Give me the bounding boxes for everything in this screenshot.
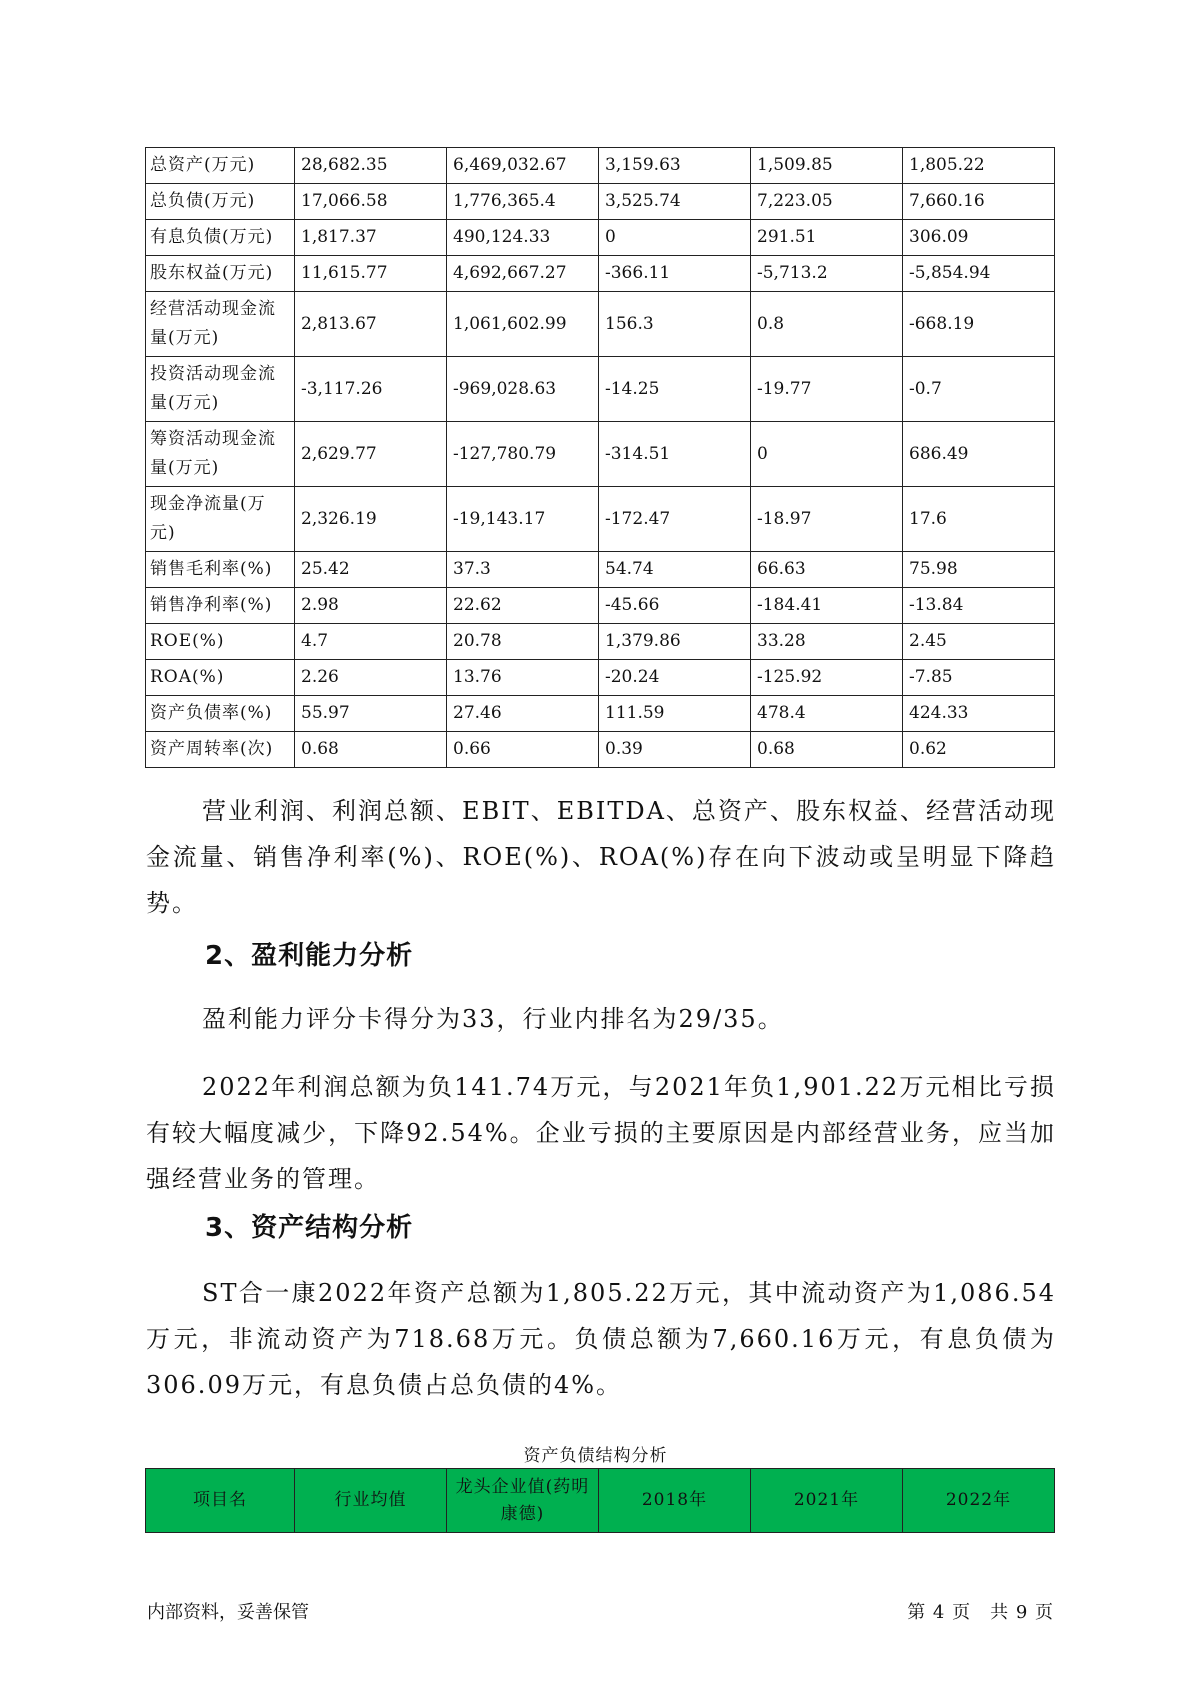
table-cell: -18.97 xyxy=(751,487,903,552)
footer-page-number: 第 4 页 共 9 页 xyxy=(907,1602,1054,1623)
table-cell: 28,682.35 xyxy=(295,148,447,184)
table-cell: 1,817.37 xyxy=(295,220,447,256)
table-cell: 291.51 xyxy=(751,220,903,256)
table-cell: -668.19 xyxy=(903,292,1055,357)
row-label: ROA(%) xyxy=(146,660,295,696)
table-row xyxy=(146,732,1055,768)
table-cell: 156.3 xyxy=(599,292,751,357)
asset-liability-structure-table xyxy=(145,1468,1055,1533)
profit-paragraph: 2022年利润总额为负141.74万元，与2021年负1,901.22万元相比亏损有较大幅度减少，下降92.54%。企业亏损的主要原因是内部经营业务，应当加强经营业务的管理。 xyxy=(146,1073,1056,1193)
table-cell: 7,660.16 xyxy=(903,184,1055,220)
structure-table-caption: 资产负债结构分析 xyxy=(523,1446,668,1466)
table-cell: 27.46 xyxy=(447,696,599,732)
table-cell: 75.98 xyxy=(903,552,1055,588)
table-cell: 0.62 xyxy=(903,732,1055,768)
row-label: 投资活动现金流量(万元) xyxy=(146,357,295,422)
table-cell: -127,780.79 xyxy=(447,422,599,487)
table-cell: -45.66 xyxy=(599,588,751,624)
table-cell: 20.78 xyxy=(447,624,599,660)
table-cell: -969,028.63 xyxy=(447,357,599,422)
row-label: 总资产(万元) xyxy=(146,148,295,184)
table-cell: 17,066.58 xyxy=(295,184,447,220)
table-row xyxy=(146,624,1055,660)
table-cell: 686.49 xyxy=(903,422,1055,487)
table-cell: -20.24 xyxy=(599,660,751,696)
table-cell: 0.68 xyxy=(295,732,447,768)
table-cell: -19,143.17 xyxy=(447,487,599,552)
table-cell: 0.8 xyxy=(751,292,903,357)
table-row xyxy=(146,184,1055,220)
header-item-name: 项目名 xyxy=(146,1469,295,1533)
table-cell: 2.45 xyxy=(903,624,1055,660)
section3-heading: 3、资产结构分析 xyxy=(205,1213,414,1243)
row-label: 资产周转率(次) xyxy=(146,732,295,768)
table-cell: 2,629.77 xyxy=(295,422,447,487)
table-cell: -5,854.94 xyxy=(903,256,1055,292)
table-cell: 2.26 xyxy=(295,660,447,696)
table-cell: 306.09 xyxy=(903,220,1055,256)
table-cell: 3,525.74 xyxy=(599,184,751,220)
footer-confidential-note: 内部资料，妥善保管 xyxy=(147,1602,309,1623)
table-cell: 1,509.85 xyxy=(751,148,903,184)
table-cell: 0 xyxy=(751,422,903,487)
table-cell: 2,813.67 xyxy=(295,292,447,357)
table-row xyxy=(146,422,1055,487)
table-row xyxy=(146,487,1055,552)
asset-paragraph: ST合一康2022年资产总额为1,805.22万元，其中流动资产为1,086.54万元，非流动资产为718.68万元。负债总额为7,660.16万元，有息负债为306.09万元，有息负债占总负债的4%。 xyxy=(146,1279,1056,1399)
table-cell: 25.42 xyxy=(295,552,447,588)
structure-header-row xyxy=(146,1469,1055,1533)
table-row xyxy=(146,256,1055,292)
table-cell: -13.84 xyxy=(903,588,1055,624)
table-row xyxy=(146,148,1055,184)
table-cell: -7.85 xyxy=(903,660,1055,696)
table-cell: 4,692,667.27 xyxy=(447,256,599,292)
table-row xyxy=(146,552,1055,588)
table-row xyxy=(146,220,1055,256)
section2-heading: 2、盈利能力分析 xyxy=(205,941,414,971)
table-cell: 37.3 xyxy=(447,552,599,588)
row-label: 总负债(万元) xyxy=(146,184,295,220)
header-2022: 2022年 xyxy=(903,1469,1055,1533)
table-cell: 11,615.77 xyxy=(295,256,447,292)
table-cell: -184.41 xyxy=(751,588,903,624)
table-cell: 66.63 xyxy=(751,552,903,588)
row-label: 经营活动现金流量(万元) xyxy=(146,292,295,357)
row-label: 销售毛利率(%) xyxy=(146,552,295,588)
row-label: 有息负债(万元) xyxy=(146,220,295,256)
table-cell: -0.7 xyxy=(903,357,1055,422)
table-cell: 22.62 xyxy=(447,588,599,624)
table-cell: 478.4 xyxy=(751,696,903,732)
row-label: 资产负债率(%) xyxy=(146,696,295,732)
table-cell: 0.39 xyxy=(599,732,751,768)
header-2021: 2021年 xyxy=(751,1469,903,1533)
table-cell: 17.6 xyxy=(903,487,1055,552)
table-cell: 1,776,365.4 xyxy=(447,184,599,220)
table-cell: -3,117.26 xyxy=(295,357,447,422)
table-cell: 4.7 xyxy=(295,624,447,660)
table-cell: 1,061,602.99 xyxy=(447,292,599,357)
table-row xyxy=(146,660,1055,696)
table-cell: 0.68 xyxy=(751,732,903,768)
table-cell: 111.59 xyxy=(599,696,751,732)
table-cell: 3,159.63 xyxy=(599,148,751,184)
row-label: 销售净利率(%) xyxy=(146,588,295,624)
table-cell: 54.74 xyxy=(599,552,751,588)
table-cell: 6,469,032.67 xyxy=(447,148,599,184)
row-label: 现金净流量(万元) xyxy=(146,487,295,552)
table-cell: 33.28 xyxy=(751,624,903,660)
row-label: ROE(%) xyxy=(146,624,295,660)
row-label: 筹资活动现金流量(万元) xyxy=(146,422,295,487)
trend-paragraph: 营业利润、利润总额、EBIT、EBITDA、总资产、股东权益、经营活动现金流量、销售净利率(%)、ROE(%)、ROA(%)存在向下波动或呈明显下降趋势。 xyxy=(146,797,1056,917)
table-cell: 13.76 xyxy=(447,660,599,696)
row-label: 股东权益(万元) xyxy=(146,256,295,292)
header-industry-average: 行业均值 xyxy=(295,1469,447,1533)
table-cell: 424.33 xyxy=(903,696,1055,732)
table-cell: 490,124.33 xyxy=(447,220,599,256)
table-row xyxy=(146,292,1055,357)
table-cell: -125.92 xyxy=(751,660,903,696)
table-cell: 2,326.19 xyxy=(295,487,447,552)
table-cell: 0 xyxy=(599,220,751,256)
table-cell: -14.25 xyxy=(599,357,751,422)
table-cell: 1,379.86 xyxy=(599,624,751,660)
table-cell: 55.97 xyxy=(295,696,447,732)
header-2018: 2018年 xyxy=(599,1469,751,1533)
table-cell: -172.47 xyxy=(599,487,751,552)
table-cell: 0.66 xyxy=(447,732,599,768)
score-paragraph: 盈利能力评分卡得分为33，行业内排名为29/35。 xyxy=(202,1005,784,1033)
table-row xyxy=(146,357,1055,422)
table-row xyxy=(146,588,1055,624)
table-row xyxy=(146,696,1055,732)
table-cell: -366.11 xyxy=(599,256,751,292)
header-leader-value: 龙头企业值(药明康德) xyxy=(447,1469,599,1533)
table-cell: -5,713.2 xyxy=(751,256,903,292)
table-cell: -314.51 xyxy=(599,422,751,487)
table-cell: 1,805.22 xyxy=(903,148,1055,184)
table-cell: -19.77 xyxy=(751,357,903,422)
table-cell: 7,223.05 xyxy=(751,184,903,220)
table-cell: 2.98 xyxy=(295,588,447,624)
financial-indicators-table xyxy=(145,147,1055,768)
